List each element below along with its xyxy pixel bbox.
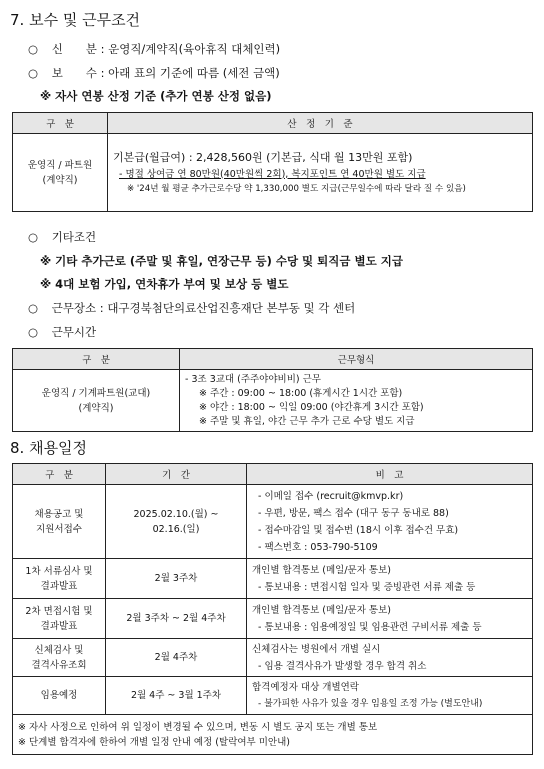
section8-title: 8. 채용일정 xyxy=(10,439,88,457)
pay-table xyxy=(12,112,533,212)
schedule-row-notes: 합격예정자 대상 개별연락 - 불가피한 사유가 있을 경우 임용일 조정 가능 (별도안내) xyxy=(247,677,533,715)
schedule-header-category: 구 분 xyxy=(13,464,106,485)
hours-table-row-label: 운영직 / 기계파트원(교대) (계약직) xyxy=(13,370,180,432)
base-salary-line: 기본급(월급여) : 2,428,560원 (기본급, 식대 월 13만원 포함) xyxy=(113,150,413,164)
schedule-header-notes: 비 고 xyxy=(247,464,533,485)
status-row xyxy=(28,41,280,57)
pay-table-header-criteria: 산 정 기 준 xyxy=(108,113,533,134)
bonus-line: - 명절 상여금 연 80만원(40만원씩 2회), 복지포인트 연 40만원 별도 지급 xyxy=(119,168,426,180)
schedule-row-period: 2월 3주차 xyxy=(106,559,247,599)
schedule-row xyxy=(13,599,533,639)
section7-title: 7. 보수 및 근무조건 xyxy=(10,11,141,29)
hours-table-header-category: 구 분 xyxy=(13,349,180,370)
schedule-table xyxy=(12,463,533,755)
schedule-row-label: 2차 면접시험 및 결과발표 xyxy=(13,599,106,639)
bullet-icon: ○ xyxy=(28,42,39,56)
other-conditions-label: 기타조건 xyxy=(51,230,97,244)
schedule-row-notes: 개인별 합격통보 (메일/문자 통보) - 통보내용 : 면접시험 일자 및 증빙관련 서류 제출 등 xyxy=(247,559,533,599)
status-label: 신 분 xyxy=(51,42,97,56)
schedule-row-period: 2월 3주차 ~ 2월 4주차 xyxy=(106,599,247,639)
hours-table-format: - 3조 3교대 (주주야야비비) 근무 ※ 주간 : 09:00 ~ 18:00 (휴게시간 1시간 포함) ※ 야간 : 18:00 ~ 익일 09:00 (야간휴게 3시간 포함) ※ 주말 및 휴일, 야간 근무 추가 근로 수당 별도 지급 xyxy=(180,370,533,432)
pay-label: 보 수 xyxy=(51,66,97,80)
pay-value: : 아래 표의 기준에 따름 (세전 금액) xyxy=(100,66,280,80)
status-value: : 운영직/계약직(육아휴직 대체인력) xyxy=(100,42,281,56)
pay-table-header-category: 구 분 xyxy=(13,113,108,134)
schedule-row xyxy=(13,559,533,599)
other-conditions-row xyxy=(28,229,96,245)
schedule-row-label: 채용공고 및 지원서접수 xyxy=(13,485,106,559)
hours-table-header-format: 근무형식 xyxy=(180,349,533,370)
salary-note: ※ 자사 연봉 산정 기준 (추가 연봉 산정 없음) xyxy=(40,89,272,103)
schedule-row xyxy=(13,485,533,559)
other-note-2: ※ 4대 보험 가입, 연차휴가 부여 및 보상 등 별도 xyxy=(40,277,289,291)
schedule-row-notes: 신체검사는 병원에서 개별 실시 - 임용 결격사유가 발생할 경우 합격 취소 xyxy=(247,639,533,677)
hours-table xyxy=(12,348,533,432)
bullet-icon: ○ xyxy=(28,325,39,339)
bullet-icon: ○ xyxy=(28,66,39,80)
schedule-footnotes-row xyxy=(13,715,533,755)
hours-label: 근무시간 xyxy=(51,325,97,339)
pay-table-criteria xyxy=(108,134,533,212)
schedule-row-label: 임용예정 xyxy=(13,677,106,715)
bullet-icon: ○ xyxy=(28,301,39,315)
schedule-row-notes: - 이메일 접수 (recruit@kmvp.kr) - 우편, 방문, 팩스 접수 (대구 동구 동내로 88) - 접수마감일 및 접수번 (18시 이후 접수건 무효) - 팩스번호 : 053-790-5109 xyxy=(247,485,533,559)
schedule-header-period: 기 간 xyxy=(106,464,247,485)
schedule-row-notes: 개인별 합격통보 (메일/문자 통보) - 통보내용 : 임용예정일 및 임용관련 구비서류 제출 등 xyxy=(247,599,533,639)
schedule-row xyxy=(13,639,533,677)
workplace-text: 근무장소 : 대구경북첨단의료산업진흥재단 본부동 및 각 센터 xyxy=(51,301,356,315)
workplace-row xyxy=(28,300,355,316)
pay-table-row-label: 운영직 / 파트원 (계약직) xyxy=(13,134,108,212)
schedule-row-label: 1차 서류심사 및 결과발표 xyxy=(13,559,106,599)
schedule-row-period: 2월 4주 ~ 3월 1주차 xyxy=(106,677,247,715)
footnote-2: ※ 단계별 합격자에 한하여 개별 일정 안내 예정 (탈락여부 미안내) xyxy=(18,736,290,748)
footnote-1: ※ 자사 사정으로 인하여 위 일정이 변경될 수 있으며, 변동 시 별도 공지 또는 개별 통보 xyxy=(18,721,378,733)
schedule-row-period: 2025.02.10.(월) ~ 02.16.(일) xyxy=(106,485,247,559)
pay-row xyxy=(28,65,280,81)
schedule-row-label: 신체검사 및 결격사유조회 xyxy=(13,639,106,677)
schedule-row xyxy=(13,677,533,715)
hours-row xyxy=(28,324,96,340)
bullet-icon: ○ xyxy=(28,230,39,244)
schedule-row-period: 2월 4주차 xyxy=(106,639,247,677)
other-note-1: ※ 기타 추가근로 (주말 및 휴일, 연장근무 등) 수당 및 퇴직금 별도 지급 xyxy=(40,254,403,268)
schedule-footnotes xyxy=(13,715,533,755)
overtime-line: ※ '24년 월 평균 추가근로수당 약 1,330,000 별도 지급(근무일수에 따라 달라 질 수 있음) xyxy=(127,183,466,194)
